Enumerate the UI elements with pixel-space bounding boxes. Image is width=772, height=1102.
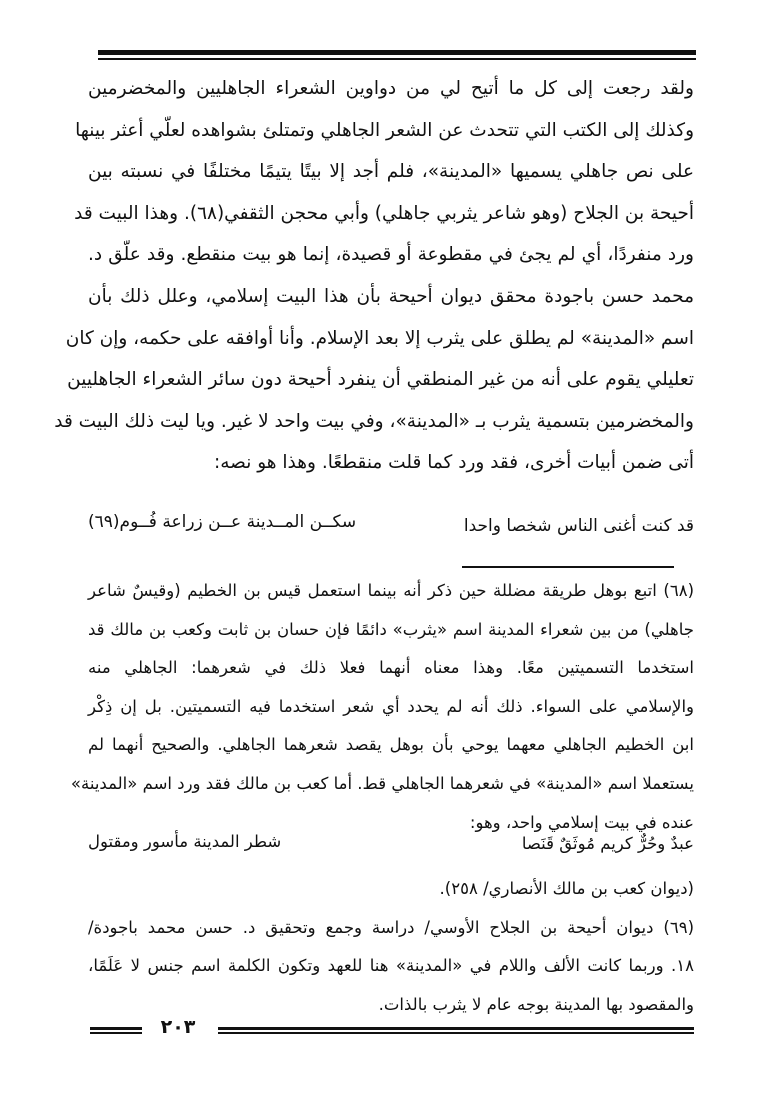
paragraph-line: تعليلي يقوم على أنه من غير المنطقي أن ينفرد أحيحة دون سائر الشعراء الجاهليين (67, 369, 694, 391)
paragraph-line: وكذلك إلى الكتب التي تتحدث عن الشعر الجاهلي وتمتلئ بشواهده لعلّي أعثر بينها (75, 119, 694, 141)
footnote-68 (70, 572, 694, 842)
footer-rule-left (90, 1027, 142, 1034)
paragraph-line: اسم «المدينة» لم يطلق على يثرب إلا بعد الإسلام. وأنا أوافقه على حكمه، وإن كان (65, 327, 694, 349)
verse-second-hemistich: سكــن المــدينة عــن زراعة فُــوم(٦٩) (88, 512, 357, 532)
verse-first-hemistich: قد كنت أغنى الناس شخصا واحدا (463, 516, 694, 536)
footnote-verse-second-hemistich: شطر المدينة مأسور ومقتول (88, 832, 282, 851)
footnote-line: يستعملا اسم «المدينة» في شعرهما الجاهلي قط. أما كعب بن مالك فقد ورد اسم «المدينة» (70, 773, 694, 793)
paragraph-line: ورد منفردًا، أي لم يجئ في مقطوعة أو قصيدة، إنما هو بيت منقطع. وقد علّق د. (88, 244, 694, 266)
paragraph-line: والمخضرمين بتسمية يثرب بـ «المدينة»، وفي بيت واحد لا غير. ويا ليت ذلك البيت قد (54, 410, 694, 432)
footnote-verse-first-hemistich: عبدٌ وحُرٌّ كريم مُوثَقٌ قَنَصا (521, 834, 694, 853)
footnote-line: (٦٨) اتبع بوهل طريقة مضللة حين ذكر أنه بينما استعمل قيس بن الخطيم (وقيسٌ شاعر (88, 581, 694, 600)
page-footer (90, 1016, 694, 1040)
poem-verse (88, 508, 694, 550)
footnote-line: استخدما التسميتين معًا. وهذا معناه أنهما فعلا ذلك في شعرهما: الجاهلي منه (88, 658, 694, 678)
footnote-line: والإسلامي على السواء. ذلك أنه لم يحدد أي شعر استخدما فيه التسميتين. بل إن ذِكْر (88, 696, 694, 716)
paragraph-line: محمد حسن باجودة محقق ديوان أحيحة بأن هذا البيت إسلامي، وعلل ذلك بأن (88, 285, 694, 307)
footnote-line: (٦٩) ديوان أحيحة بن الجلاح الأوسي/ دراسة وجمع وتحقيق د. حسن محمد باجودة/ (88, 917, 694, 937)
page-number: ٢٠٣ (160, 1016, 196, 1038)
footnote-line: (ديوان كعب بن مالك الأنصاري/ ٢٥٨). (439, 879, 694, 898)
paragraph-line: أحيحة بن الجلاح (وهو شاعر يثربي جاهلي) وأبي محجن الثقفي(٦٨). وهذا البيت قد (74, 202, 694, 224)
footnote-line: ابن الخطيم الجاهلي معهما يوحي بأن بوهل يقصد شعرهما الجاهلي. والصحيح أنهما لم (88, 735, 694, 755)
footnote-line: والمقصود بها المدينة بوجه عام لا يثرب بالذات. (378, 994, 694, 1014)
footnote-69 (88, 870, 694, 1024)
footnote-line: ١٨. وربما كانت الألف واللام في «المدينة» هنا للعهد وتكون الكلمة اسم جنس لا عَلَمًا، (88, 956, 694, 976)
paragraph-line: ولقد رجعت إلى كل ما أتيح لي من دواوين الشعراء الجاهليين والمخضرمين (88, 78, 694, 99)
paragraph-line: أتى ضمن أبيات أخرى، فقد ورد كما قلت منقطعًا. وهذا هو نصه: (214, 452, 694, 474)
footer-rule-right (218, 1027, 694, 1034)
header-rule (98, 50, 696, 60)
footnote-line: جاهلي) من بين شعراء المدينة اسم «يثرب» دائمًا فإن حسان بن ثابت وكعب بن مالك قد (88, 619, 694, 639)
footnote-verse (88, 828, 694, 868)
footnote-separator (462, 566, 674, 568)
paragraph-line: على نص جاهلي يسميها «المدينة»، فلم أجد إلا بيتًا يتيمًا مختلفًا في نسبته بين (88, 161, 694, 183)
main-paragraph (54, 68, 694, 484)
footnote-line: عنده في بيت إسلامي واحد، وهو: (469, 812, 694, 832)
